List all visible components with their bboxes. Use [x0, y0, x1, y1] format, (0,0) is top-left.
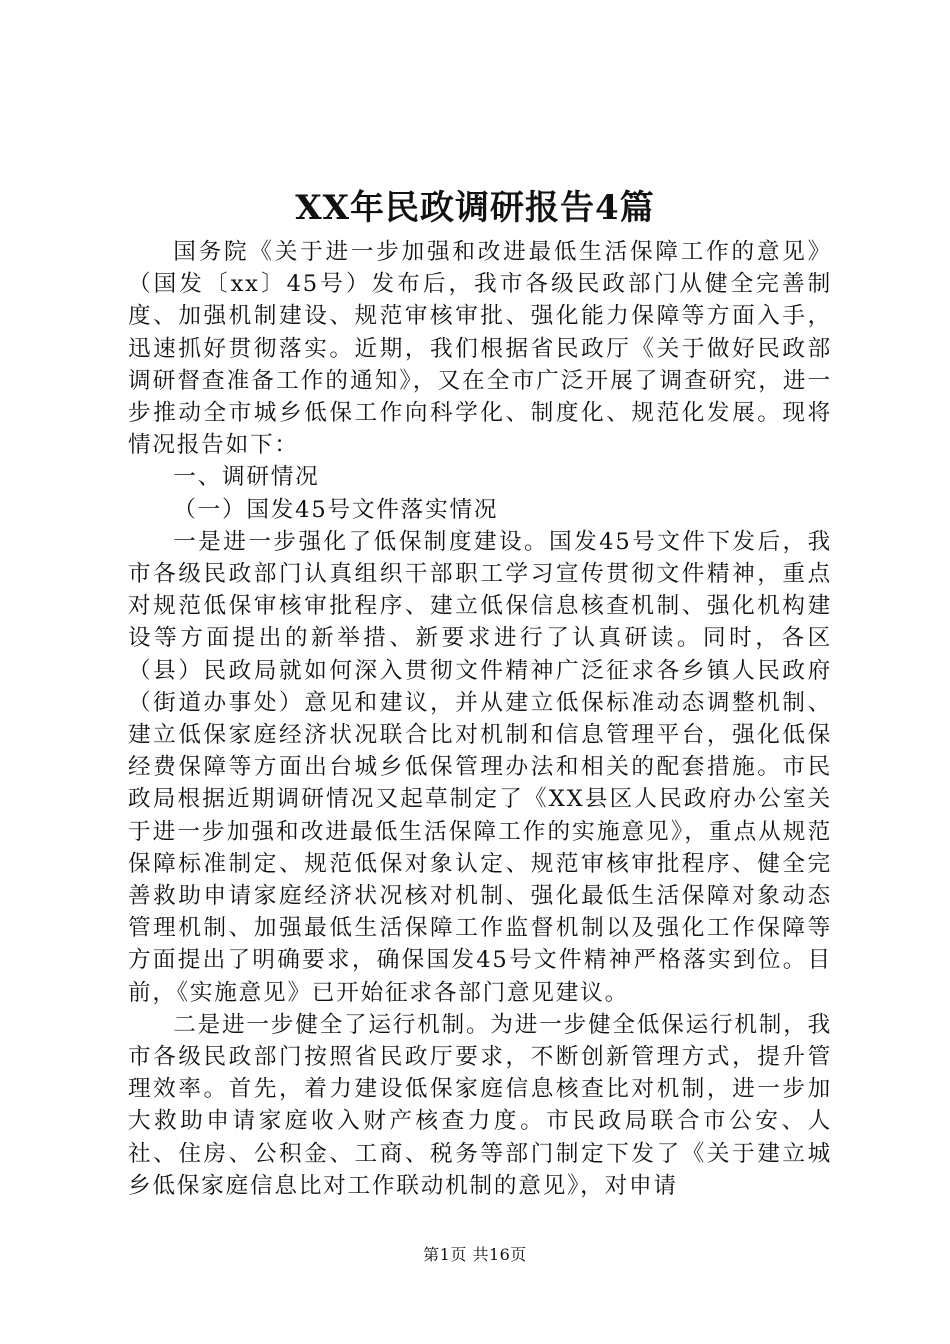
paragraph-point-1: 一是进一步强化了低保制度建设。国发45号文件下发后，我市各级民政部门认真组织干部职工学习宣传贯彻文件精神，重点对规范低保审核审批程序、建立低保信息核查机制、强化机构建设等方面提出的新举措、新要求进行了认真研读。同时，各区（县）民政局就如何深入贯彻文件精神广泛征求各乡镇人民政府（街道办事处）意见和建议，并从建立低保标准动态调整机制、建立低保家庭经济状况联合比对机制和信息管理平台，强化低保经费保障等方面出台城乡低保管理办法和相关的配套措施。市民政局根据近期调研情况又起草制定了《XX县区人民政府办公室关于进一步加强和改进最低生活保障工作的实施意见》，重点从规范保障标准制定、规范低保对象认定、规范审核审批程序、健全完善救助申请家庭经济状况核对机制、强化最低生活保障对象动态管理机制、加强最低生活保障工作监督机制以及强化工作保障等方面提出了明确要求，确保国发45号文件精神严格落实到位。目前，《实施意见》已开始征求各部门意见建议。 [128, 528, 832, 1006]
heading-section-1: 一、调研情况 [173, 464, 320, 491]
heading-subsection-1: （一）国发45号文件落实情况 [173, 496, 499, 523]
paragraph-point-2: 二是进一步健全了运行机制。为进一步健全低保运行机制，我市各级民政部门按照省民政厅要求，不断创新管理方式，提升管理效率。首先，着力建设低保家庭信息核查比对机制，进一步加大救助申请家庭收入财产核查力度。市民政局联合市公安、人社、住房、公积金、工商、税务等部门制定下发了《关于建立城乡低保家庭信息比对工作联动机制的意见》，对申请 [128, 1011, 832, 1199]
document-body [128, 236, 832, 1202]
paragraph-intro: 国务院《关于进一步加强和改进最低生活保障工作的意见》（国发〔xx〕45号）发布后，我市各级民政部门从健全完善制度、加强机制建设、规范审核审批、强化能力保障等方面入手，迅速抓好贯彻落实。近期，我们根据省民政厅《关于做好民政部调研督查准备工作的通知》，又在全市广泛开展了调查研究，进一步推动全市城乡低保工作向科学化、制度化、规范化发展。现将情况报告如下： [128, 239, 832, 459]
document-title: XX年民政调研报告4篇 [295, 188, 655, 228]
page-footer: 第1页 共16页 [423, 1245, 527, 1264]
